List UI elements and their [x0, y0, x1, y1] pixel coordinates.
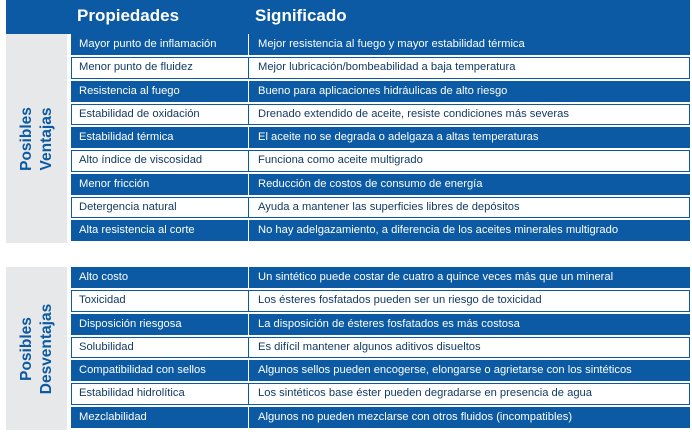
advantage-property-cell: Alta resistencia al corte	[71, 220, 249, 241]
advantages-side-panel	[6, 34, 69, 243]
advantage-meaning-cell: No hay adelgazamiento, a diferencia de los aceites minerales multigrado	[258, 224, 619, 236]
advantage-table-row	[71, 57, 690, 80]
disadvantage-meaning-cell: Es difícil mantener algunos aditivos disueltos	[258, 340, 481, 353]
advantage-meaning-cell: Funciona como aceite multigrado	[258, 154, 423, 167]
advantage-meaning-cell: Bueno para aplicaciones hidráulicas de alto riesgo	[258, 84, 508, 97]
header-properties: Propiedades	[77, 6, 180, 25]
advantage-table-row	[71, 81, 690, 104]
advantages-label	[17, 107, 57, 171]
disadvantage-property-cell: Alto costo	[71, 267, 249, 288]
disadvantage-property-cell: Disposición riesgosa	[71, 314, 249, 335]
advantage-meaning-cell: Reducción de costos de consumo de energía	[258, 177, 483, 190]
disadvantage-table-row	[71, 290, 690, 313]
disadvantage-meaning-cell: Algunos sellos pueden encogerse, elongarse o agrietarse con los sintéticos	[258, 364, 632, 376]
disadvantage-meaning-cell: Los sintéticos base éster pueden degradarse en presencia de agua	[258, 387, 592, 400]
disadvantage-meaning-cell: Algunos no pueden mezclarse con otros fluidos (incompatibles)	[258, 410, 573, 423]
advantage-table-row	[71, 220, 690, 243]
advantage-table-row	[71, 150, 690, 173]
disadvantages-label	[17, 303, 57, 393]
disadvantage-property-cell: Solubilidad	[71, 337, 249, 358]
disadvantages-rows	[71, 267, 690, 430]
advantage-meaning-cell: Mejor resistencia al fuego y mayor estabilidad térmica	[258, 38, 525, 50]
advantage-property-cell: Detergencia natural	[71, 197, 249, 218]
disadvantage-table-row	[71, 314, 690, 337]
disadvantage-property-cell: Toxicidad	[71, 290, 249, 311]
advantage-table-row	[71, 174, 690, 197]
disadvantage-table-row	[71, 360, 690, 383]
disadvantages-section	[6, 267, 690, 430]
disadvantage-property-cell: Compatibilidad con sellos	[71, 360, 249, 381]
disadvantage-table-row	[71, 407, 690, 430]
advantage-property-cell: Alto índice de viscosidad	[71, 150, 249, 171]
disadvantage-property-cell: Estabilidad hidrolítica	[71, 383, 249, 404]
disadvantage-meaning-cell: Los ésteres fosfatados pueden ser un riesgo de toxicidad	[258, 294, 542, 307]
advantage-table-row	[71, 104, 690, 127]
disadvantage-property-cell: Mezclabilidad	[71, 407, 249, 428]
advantage-table-row	[71, 197, 690, 220]
advantages-section	[6, 34, 690, 243]
advantages-label-line2: Ventajas	[37, 107, 55, 170]
advantage-meaning-cell: Drenado extendido de aceite, resiste condiciones más severas	[258, 107, 569, 120]
disadvantages-label-line2: Desventajas	[37, 303, 55, 394]
disadvantages-side-panel	[6, 267, 69, 430]
disadvantage-meaning-cell: Un sintético puede costar de cuatro a quince veces más que un mineral	[258, 271, 614, 283]
disadvantage-table-row	[71, 337, 690, 360]
advantage-meaning-cell: Mejor lubricación/bombeabilidad a baja temperatura	[258, 61, 516, 74]
advantage-property-cell: Menor fricción	[71, 174, 249, 195]
advantage-meaning-cell: Ayuda a mantener las superficies libres de depósitos	[258, 200, 520, 213]
advantage-property-cell: Estabilidad térmica	[71, 127, 249, 148]
header-meaning: Significado	[255, 6, 347, 25]
table-header	[6, 0, 690, 34]
disadvantage-meaning-cell: La disposición de ésteres fosfatados es más costosa	[258, 317, 520, 330]
advantages-rows	[71, 34, 690, 243]
advantage-property-cell: Resistencia al fuego	[71, 81, 249, 102]
advantage-meaning-cell: El aceite no se degrada o adelgaza a altas temperaturas	[258, 131, 539, 143]
advantage-property-cell: Menor punto de fluidez	[71, 57, 249, 78]
disadvantage-table-row	[71, 267, 690, 290]
disadvantage-table-row	[71, 383, 690, 406]
advantage-table-row	[71, 127, 690, 150]
disadvantages-label-line1: Posibles	[17, 316, 35, 381]
advantage-property-cell: Mayor punto de inflamación	[71, 34, 249, 55]
advantages-label-line1: Posibles	[17, 106, 35, 171]
advantage-property-cell: Estabilidad de oxidación	[71, 104, 249, 125]
advantage-table-row	[71, 34, 690, 57]
